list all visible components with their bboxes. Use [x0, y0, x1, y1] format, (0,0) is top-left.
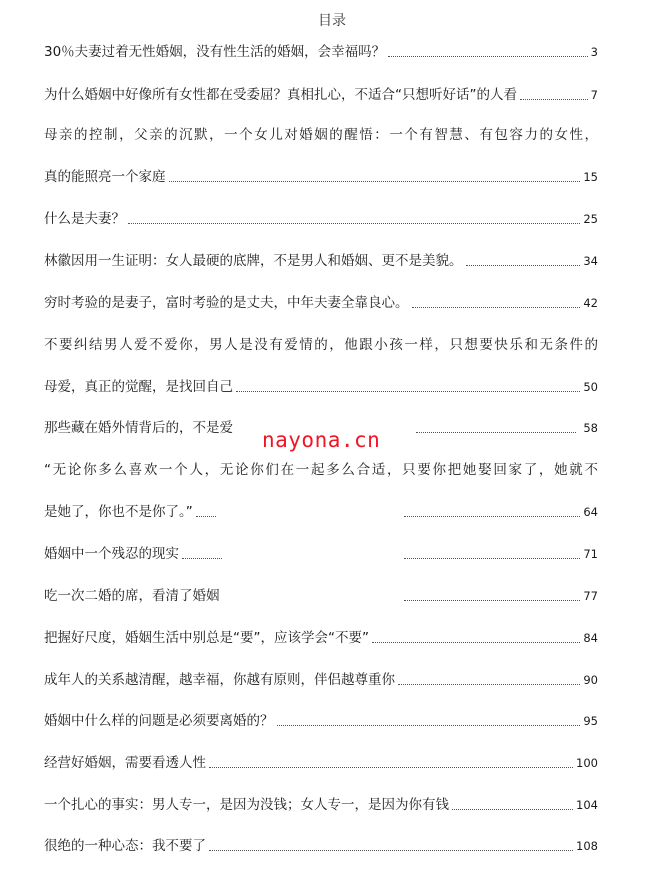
toc-entry-title: 林徽因用一生证明：女人最硬的底牌，不是男人和婚姻、更不是美貌。 — [44, 253, 463, 269]
toc-entry[interactable] — [44, 711, 598, 731]
toc-entry-title: 30％夫妻过着无性婚姻，没有性生活的婚姻，会幸福吗？ — [44, 44, 386, 60]
dot-leader — [412, 307, 581, 308]
dot-leader — [182, 558, 222, 559]
dot-leader — [466, 265, 581, 266]
toc-entry-page: 104 — [576, 798, 598, 812]
dot-leader — [404, 516, 580, 517]
toc-entry-title: 什么是夫妻？ — [44, 211, 125, 227]
toc-entry-page: 100 — [576, 756, 598, 770]
toc-entry-line-2[interactable] — [44, 377, 598, 397]
toc-entry-page: 77 — [583, 589, 598, 603]
toc-entry-title: 成年人的关系越清醒，越幸福，你越有原则，伴侣越尊重你 — [44, 672, 395, 688]
toc-entry-line-1[interactable] — [44, 460, 598, 480]
toc-entry-page: 84 — [583, 631, 598, 645]
toc-entry-page: 58 — [583, 421, 598, 435]
dot-leader — [398, 684, 580, 685]
toc-entry[interactable] — [44, 85, 598, 105]
toc-entry-title: 经营好婚姻，需要看透人性 — [44, 755, 206, 771]
toc-entry-page: 15 — [583, 170, 598, 184]
toc-entry-title: 母亲的控制，父亲的沉默，一个女儿对婚姻的醒悟：一个有智慧、有包容力的女性， — [44, 127, 598, 143]
toc-entry-title-cont: 母爱，真正的觉醒，是找回自己 — [44, 379, 233, 395]
toc-entry[interactable] — [44, 628, 598, 648]
watermark-text: nayona.cn — [262, 428, 381, 452]
toc-entry-page: 3 — [590, 45, 598, 59]
toc-entry-page: 90 — [583, 673, 598, 687]
dot-leader — [372, 642, 580, 643]
toc-entry-title: 不要纠结男人爱不爱你，男人是没有爱情的，他跟小孩一样，只想要快乐和无条件的 — [44, 337, 598, 353]
toc-entry[interactable] — [44, 586, 598, 606]
toc-entry-title: 把握好尺度，婚姻生活中别总是“要”，应该学会“不要” — [44, 630, 369, 646]
dot-leader — [209, 767, 573, 768]
toc-entry-title: 婚姻中一个残忍的现实 — [44, 546, 179, 562]
toc-entry-line-2[interactable] — [44, 167, 598, 187]
toc-entry-page: 25 — [583, 212, 598, 226]
toc-entry[interactable] — [44, 753, 598, 773]
dot-leader — [416, 432, 576, 433]
toc-entry[interactable] — [44, 209, 598, 229]
toc-entry-title: 婚姻中什么样的问题是必须要离婚的？ — [44, 713, 274, 729]
toc-entry-title: 为什么婚姻中好像所有女性都在受委屈？真相扎心，不适合“只想听好话”的人看 — [44, 87, 517, 103]
dot-leader — [236, 391, 580, 392]
toc-entry-page: 108 — [576, 839, 598, 853]
dot-leader — [277, 725, 581, 726]
toc-entry[interactable] — [44, 251, 598, 271]
dot-leader — [404, 600, 580, 601]
toc-entry-page: 64 — [583, 505, 598, 519]
dot-leader — [128, 223, 580, 224]
toc-entry-title: 吃一次二婚的席，看清了婚姻 — [44, 588, 220, 604]
dot-leader — [388, 56, 587, 57]
toc-entry[interactable] — [44, 836, 598, 856]
dot-leader — [209, 850, 573, 851]
toc-entry[interactable] — [44, 293, 598, 313]
dot-leader — [196, 516, 216, 517]
dot-leader — [452, 809, 573, 810]
dot-leader — [404, 558, 580, 559]
toc-entry-page: 50 — [583, 380, 598, 394]
toc-entry-line-1[interactable] — [44, 335, 598, 355]
toc-entry-title: 很绝的一种心态：我不要了 — [44, 838, 206, 854]
dot-leader — [169, 181, 581, 182]
toc-entry[interactable] — [44, 795, 598, 815]
toc-entry-page: 71 — [583, 547, 598, 561]
toc-entry-title-cont: 真的能照亮一个家庭 — [44, 169, 166, 185]
toc-entry-page: 34 — [583, 254, 598, 268]
toc-entry[interactable] — [44, 544, 598, 564]
toc-entry-title: 穷时考验的是妻子，富时考验的是丈夫，中年夫妻全靠良心。 — [44, 295, 409, 311]
toc-entry-title-cont: 是她了，你也不是你了。” — [44, 504, 193, 520]
dot-leader — [520, 99, 588, 100]
toc-entry-page: 95 — [583, 714, 598, 728]
toc-entry-line-2[interactable] — [44, 502, 598, 522]
toc-entry[interactable] — [44, 670, 598, 690]
toc-entry-title: “无论你多么喜欢一个人，无论你们在一起多么合适，只要你把她娶回家了，她就不 — [44, 462, 598, 478]
toc-entry-line-1[interactable] — [44, 125, 598, 145]
toc-entry[interactable] — [44, 42, 598, 62]
toc-title: 目录 — [318, 13, 346, 29]
toc-entry-page: 7 — [590, 88, 598, 102]
toc-entry-title: 一个扎心的事实：男人专一，是因为没钱；女人专一，是因为你有钱 — [44, 797, 449, 813]
toc-entry-page: 42 — [583, 296, 598, 310]
toc-entry-title: 那些藏在婚外情背后的，不是爱 — [44, 420, 233, 436]
